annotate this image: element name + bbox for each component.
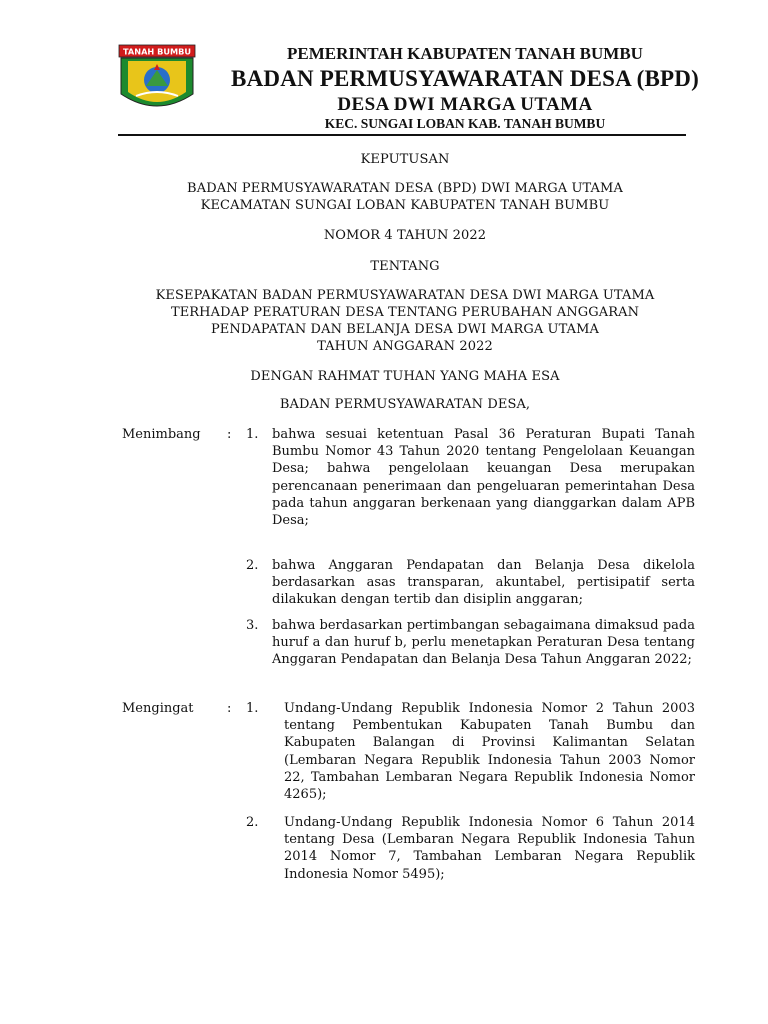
mengingat-item-1-text: Undang-Undang Republik Indonesia Nomor 2 Tahun 2003 tentang Pembentukan Kabupaten Tanah Bumbu dan Kabupaten Balangan di Provinsi Kalimantan Selatan (Lembaran Negara Republik Indonesia Tahun 2003 Nomor 22, Tambahan Lembaran Negara Republik Indonesia Nomor 4265);	[284, 701, 695, 803]
body-name: BADAN PERMUSYAWARATAN DESA,	[279, 397, 531, 412]
menimbang-label: Menimbang	[122, 427, 201, 442]
subject-line-4: TAHUN ANGGARAN 2022	[317, 339, 493, 354]
menimbang-colon: :	[227, 427, 232, 442]
menimbang-item-2-text: bahwa Anggaran Pendapatan dan Belanja Desa dikelola berdasarkan asas transparan, akuntabel, pertisipatif serta dilakukan dengan tertib dan disiplin anggaran;	[272, 558, 695, 608]
menimbang-item-2-number: 2.	[246, 558, 259, 573]
doc-number: NOMOR 4 TAHUN 2022	[323, 228, 487, 243]
header-village: DESA DWI MARGA UTAMA	[337, 94, 593, 115]
menimbang-item-1-text: bahwa sesuai ketentuan Pasal 36 Peraturan Bupati Tanah Bumbu Nomor 43 Tahun 2020 tentang Pengelolaan Keuangan Desa; bahwa pengelolaan keuangan Desa merupakan perencanaan penerimaan dan pengeluaran pemerintahan Desa pada tahun anggaran berkenaan yang dianggarkan dalam APB Desa;	[272, 427, 695, 529]
doc-type: KEPUTUSAN	[360, 152, 450, 167]
menimbang-item-1-number: 1.	[246, 427, 259, 442]
header-government: PEMERINTAH KABUPATEN TANAH BUMBU	[287, 44, 643, 63]
mengingat-label: Mengingat	[122, 701, 194, 716]
tentang-label: TENTANG	[370, 259, 440, 274]
blessing-line: DENGAN RAHMAT TUHAN YANG MAHA ESA	[250, 369, 560, 384]
menimbang-item-3-text: bahwa berdasarkan pertimbangan sebagaimana dimaksud pada huruf a dan huruf b, perlu menetapkan Peraturan Desa tentang Anggaran Pendapatan dan Belanja Desa Tahun Anggaran 2022;	[272, 618, 695, 668]
issuer-line-2: KECAMATAN SUNGAI LOBAN KABUPATEN TANAH BUMBU	[200, 198, 610, 213]
menimbang-item-3-number: 3.	[246, 618, 259, 633]
mengingat-item-2-text: Undang-Undang Republik Indonesia Nomor 6 Tahun 2014 tentang Desa (Lembaran Negara Republik Indonesia Tahun 2014 Nomor 7, Tambahan Lembaran Negara Republik Indonesia Nomor 5495);	[284, 815, 695, 882]
header-institution: BADAN PERMUSYAWARATAN DESA (BPD)	[231, 66, 699, 91]
mengingat-colon: :	[227, 701, 232, 716]
header-divider	[118, 134, 686, 136]
subject-line-3: PENDAPATAN DAN BELANJA DESA DWI MARGA UTAMA	[210, 322, 600, 337]
subject-line-1: KESEPAKATAN BADAN PERMUSYAWARATAN DESA DWI MARGA UTAMA	[155, 288, 655, 303]
mengingat-item-2-number: 2.	[246, 815, 259, 830]
subject-line-2: TERHADAP PERATURAN DESA TENTANG PERUBAHAN ANGGARAN	[170, 305, 640, 320]
issuer-line-1: BADAN PERMUSYAWARATAN DESA (BPD) DWI MARGA UTAMA	[187, 181, 623, 196]
header-district: KEC. SUNGAI LOBAN KAB. TANAH BUMBU	[324, 116, 606, 131]
tanah-bumbu-emblem	[118, 44, 196, 118]
mengingat-item-1-number: 1.	[246, 701, 259, 716]
emblem-label: TANAH BUMBU	[122, 46, 192, 57]
